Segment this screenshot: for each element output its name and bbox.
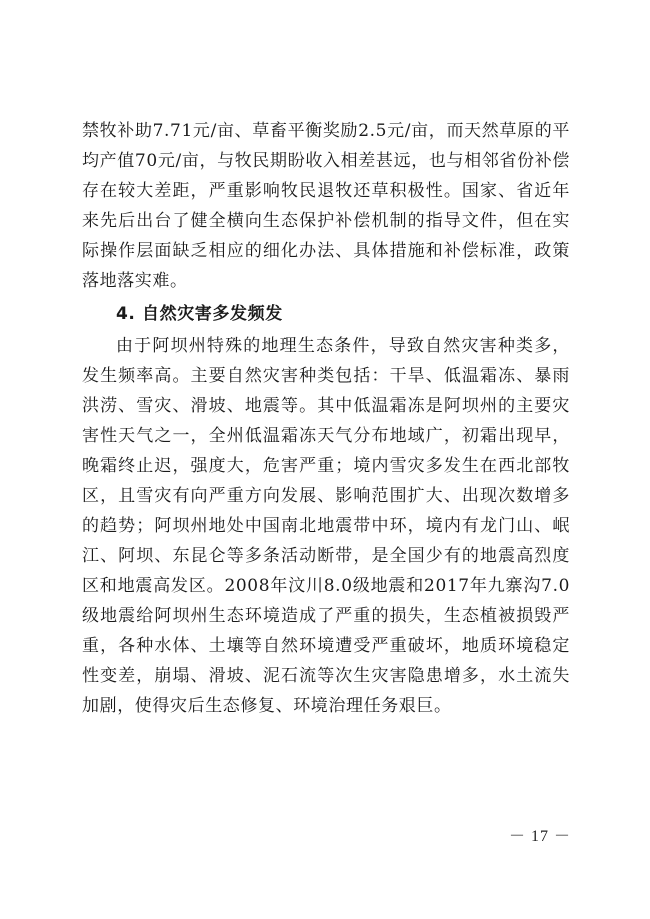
document-body <box>82 116 570 721</box>
section-heading-natural-disasters: 4. 自然灾害多发频发 <box>116 304 283 324</box>
paragraph-grassland-compensation: 禁牧补助7.71元/亩、草畜平衡奖励2.5元/亩，而天然草原的平均产值70元/亩，与牧民期盼收入相差甚远，也与相邻省份补偿存在较大差距，严重影响牧民退牧还草积极性。国家、省近年来先后出台了健全横向生态保护补偿机制的指导文件，但在实际操作层面缺乏相应的细化办法、具体措施和补偿标准，政策落地落实难。 <box>82 121 570 291</box>
paragraph-natural-disasters: 由于阿坝州特殊的地理生态条件，导致自然灾害种类多，发生频率高。主要自然灾害种类包括：干旱、低温霜冻、暴雨洪涝、雪灾、滑坡、地震等。其中低温霜冻是阿坝州的主要灾害性天气之一，全州低温霜冻天气分布地域广，初霜出现早，晚霜终止迟，强度大，危害严重；境内雪灾多发生在西北部牧区，且雪灾有向严重方向发展、影响范围扩大、出现次数增多的趋势；阿坝州地处中国南北地震带中环，境内有龙门山、岷江、阿坝、东昆仑等多条活动断带，是全国少有的地震高烈度区和地震高发区。2008年汶川8.0级地震和2017年九寨沟7.0级地震给阿坝州生态环境造成了严重的损失，生态植被损毁严重，各种水体、土壤等自然环境遭受严重破坏，地质环境稳定性变差，崩塌、滑坡、泥石流等次生灾害隐患增多，水土流失加剧，使得灾后生态修复、环境治理任务艰巨。 <box>82 336 570 716</box>
page-number: － 17 － <box>508 828 571 845</box>
